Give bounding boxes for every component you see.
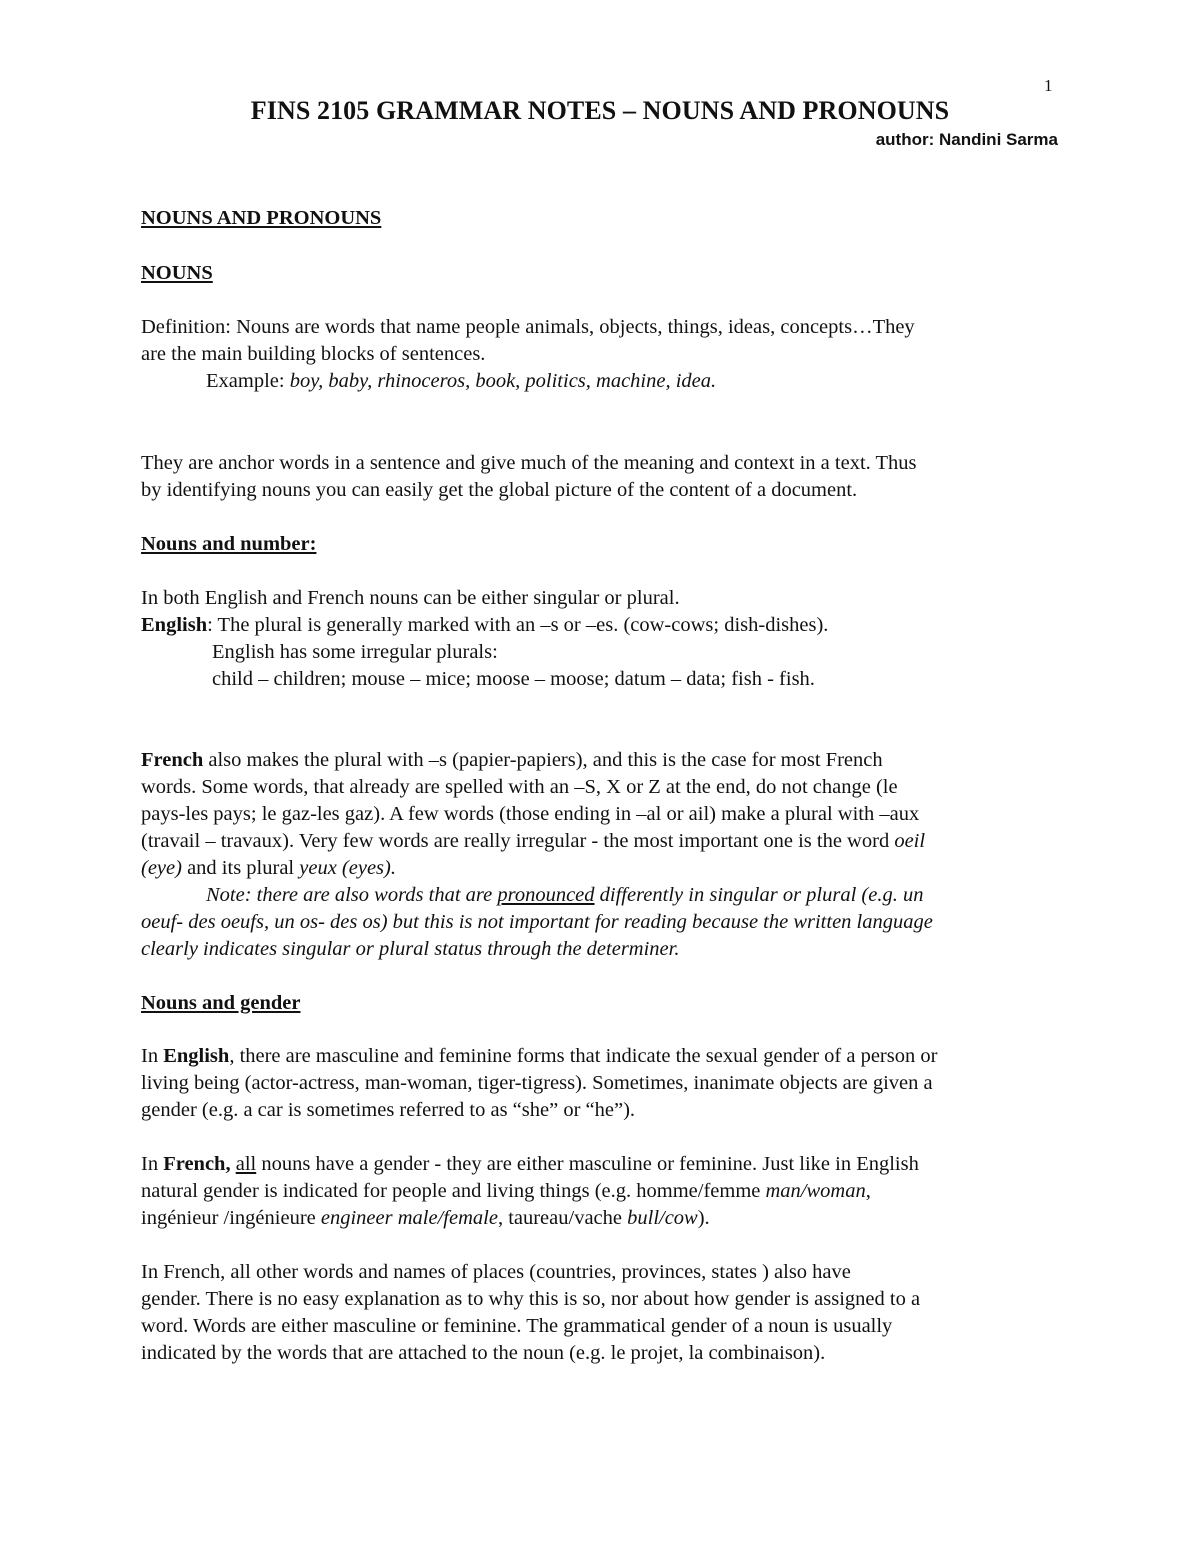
word-yeux: yeux (eyes). [299, 857, 396, 879]
french-plural-line-2: words. Some words, that already are spelled with an –S, X or Z at the end, do not change (le [141, 776, 898, 798]
gender-p1-line-2: living being (actor-actress, man-woman, tiger-tigress). Sometimes, inanimate objects are given a [141, 1072, 933, 1094]
gender-p3-line-4: indicated by the words that are attached to the noun (e.g. le projet, la combinaison). [141, 1342, 826, 1364]
example-line [206, 368, 716, 394]
french-text-5b: and its plural [181, 857, 300, 879]
gender-p2-line-2 [141, 1178, 871, 1204]
anchor-line-2: by identifying nouns you can easily get the global picture of the content of a document. [141, 479, 858, 501]
note-line-3: clearly indicates singular or plural status through the determiner. [141, 938, 680, 960]
french-text-1: also makes the plural with –s (papier-papiers), and this is the case for most French [203, 749, 883, 771]
gender-p2-text-3a: ingénieur /ingénieure [141, 1207, 321, 1229]
english-label: English [141, 614, 208, 636]
irregular-intro: English has some irregular plurals: [212, 641, 498, 663]
example-label: Example: [206, 370, 290, 392]
definition-line-2: are the main building blocks of sentences. [141, 343, 486, 365]
definition-line-1: Definition: Nouns are words that name people animals, objects, things, ideas, concepts…They [141, 316, 915, 338]
gender-p1-line-3: gender (e.g. a car is sometimes referred to as “she” or “he”). [141, 1099, 636, 1121]
word-eye: (eye) [141, 857, 182, 879]
french-plural-line-5 [141, 855, 396, 881]
word-all: all [235, 1153, 257, 1175]
french-plural-line-1 [141, 747, 883, 773]
gender-p1-line-1 [141, 1043, 937, 1069]
french-label: French [141, 749, 204, 771]
gender-p3-line-2: gender. There is no easy explanation as to why this is so, nor about how gender is assigned to a [141, 1288, 921, 1310]
gender-p2-text-2a: natural gender is indicated for people and living things (e.g. homme/femme [141, 1180, 766, 1202]
gender-p2-line-1 [141, 1151, 919, 1177]
gender-p1-text-a: In [141, 1045, 164, 1067]
note-line-1 [206, 882, 923, 908]
french-plural-line-4 [141, 828, 925, 854]
english-plural-text: : The plural is generally marked with an –s or –es. (cow-cows; dish-dishes). [207, 614, 829, 636]
example-words: boy, baby, rhinoceros, book, politics, machine, idea. [289, 370, 717, 392]
irregular-list: child – children; mouse – mice; moose – moose; datum – data; fish - fish. [212, 668, 815, 690]
note-pronounced: pronounced [497, 884, 595, 906]
note-text-1a: Note: there are also words that are [206, 884, 498, 906]
gender-p2-text-3c: , taureau/vache [497, 1207, 628, 1229]
gender-p3-line-3: word. Words are either masculine or feminine. The grammatical gender of a noun is usually [141, 1315, 893, 1337]
english-plural-line [141, 612, 828, 638]
gender-p2-comma: , [865, 1180, 871, 1202]
main-heading: NOUNS AND PRONOUNS [141, 207, 382, 229]
anchor-line-1: They are anchor words in a sentence and give much of the meaning and context in a text. Thus [141, 452, 917, 474]
engineer-male-female: engineer male/female [320, 1207, 498, 1229]
gender-p2-text-e: nouns have a gender - they are either masculine or feminine. Just like in English [256, 1153, 919, 1175]
gender-p2-text-a: In [141, 1153, 164, 1175]
french-bold: French, [163, 1153, 231, 1175]
page-number: 1 [1044, 76, 1053, 95]
word-oeil: oeil [894, 830, 926, 852]
nouns-heading: NOUNS [141, 262, 213, 284]
author-line: author: Nandini Sarma [875, 130, 1058, 149]
gender-heading: Nouns and gender [141, 992, 301, 1014]
note-line-2: oeuf- des oeufs, un os- des os) but this is not important for reading because the written language [141, 911, 933, 933]
english-bold: English [163, 1045, 230, 1067]
french-plural-line-3: pays-les pays; le gaz-les gaz). A few words (those ending in –al or ail) make a plural with –aux [141, 803, 920, 825]
number-intro: In both English and French nouns can be either singular or plural. [141, 587, 680, 609]
note-text-1c: differently in singular or plural (e.g. un [594, 884, 924, 906]
french-text-4a: (travail – travaux). Very few words are really irregular - the most important one is the word [141, 830, 895, 852]
document-title: FINS 2105 GRAMMAR NOTES – NOUNS AND PRONOUNS [250, 96, 950, 125]
number-heading: Nouns and number: [141, 533, 317, 555]
man-woman: man/woman [765, 1180, 866, 1202]
gender-p2-text-3e: ). [697, 1207, 710, 1229]
gender-p2-line-3 [141, 1205, 710, 1231]
gender-p3-line-1: In French, all other words and names of places (countries, provinces, states ) also have [141, 1261, 851, 1283]
gender-p1-text-c: , there are masculine and feminine forms that indicate the sexual gender of a person or [229, 1045, 938, 1067]
bull-cow: bull/cow [627, 1207, 698, 1229]
